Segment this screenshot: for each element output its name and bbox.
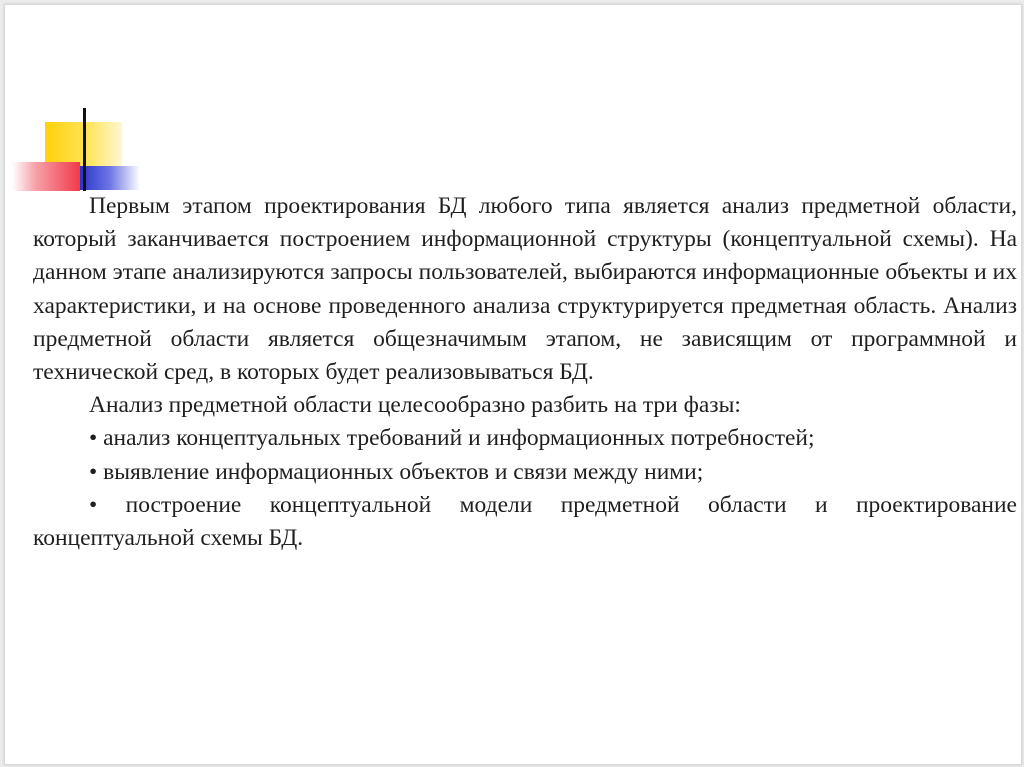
slide-text — [33, 190, 1017, 555]
list-item: • построение концептуальной модели предметной области и проектирование концептуальной схемы БД. — [33, 491, 1017, 552]
decorative-red-bar — [12, 162, 80, 191]
paragraph-intro: Первым этапом проектирования БД любого типа является анализ предметной области, который заканчивается построением информационной структуры (концептуальной схемы). На данном этапе анализируются запросы пользователей, выбираются информационные объекты и их характеристики, и на основе проведенного анализа структурируется предметная область. Анализ предметной области является общезначимым этапом, не зависящим от программной и технической сред, в которых будет реализовываться БД. — [33, 193, 1017, 386]
decorative-blue-bar — [80, 166, 140, 190]
decorative-vertical-line — [83, 108, 86, 191]
list-item: • выявление информационных объектов и связи между ними; — [89, 458, 704, 485]
paragraph-phases: Анализ предметной области целесообразно разбить на три фазы: — [89, 392, 741, 419]
list-item: • анализ концептуальных требований и информационных потребностей; — [89, 425, 815, 452]
